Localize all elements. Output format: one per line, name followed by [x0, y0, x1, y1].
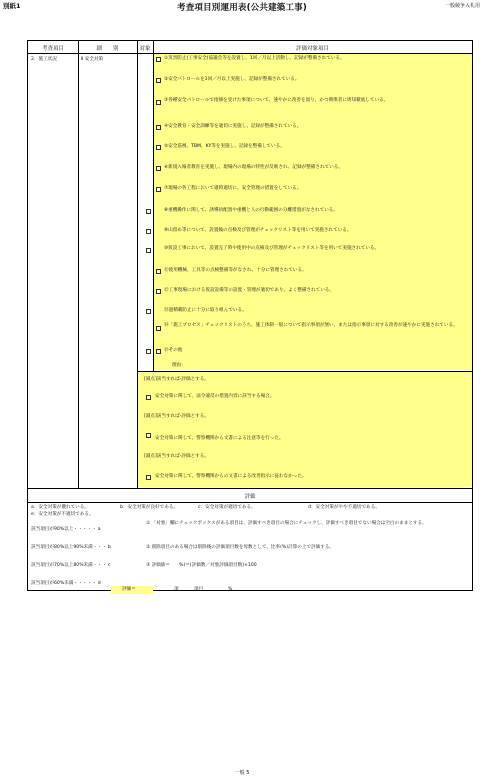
grade-d: d：安全対策がやや不適切である。 [308, 505, 380, 510]
deduction-checkbox[interactable] [146, 433, 151, 438]
count-suffix: 項目 [194, 587, 204, 592]
grade-c: c：安全対策が適切である。 [198, 505, 256, 510]
criteria-item: ⑮その他 [164, 348, 183, 353]
item-checkbox[interactable] [156, 78, 161, 83]
criteria-item: ②安全パトロールを1回／月以上実施し、記録が整備されている。 [164, 77, 300, 82]
criteria-item: ⑨山留め等について、設置後の点検及び管理がチェックリスト等を用いて実施されている。 [164, 228, 352, 233]
header-category: 考査項目 [41, 46, 64, 52]
criteria-item: ⑥新規入場者教育を実施し、現場内の現場の特性が反映され、記録が整備されている。 [164, 165, 343, 170]
deduction-checkbox[interactable] [146, 475, 151, 480]
item-checkbox[interactable] [156, 187, 161, 192]
evaluation-title: 評価 [244, 494, 256, 500]
deduction-item: 安全対策に関して、法令違反の措置内容に該当する場合。 [155, 394, 275, 399]
deduction-heading: [減点]該当すれば-評価とする。 [144, 377, 209, 382]
item-checkbox[interactable] [156, 57, 161, 62]
scale-c: 該当項目が70%以上80%未満・・・ c [31, 563, 111, 568]
page-title: 考査項目別運用表(公共建築工事) [177, 3, 307, 13]
attachment-label: 別紙1 [3, 2, 21, 10]
criteria-item: ⑪使用機械、工具等の点検整備等がなされ、十分に管理されている。 [164, 268, 307, 273]
note-3: ③ 評価値＝ %)＝(評価数／対象評価項目数)×100 [146, 563, 257, 568]
item-checkbox[interactable] [156, 349, 161, 354]
result-label: 評価＝ [122, 587, 136, 592]
evaluation-sheet [27, 40, 473, 591]
scale-a: 該当項目が90%以上・・・・・ a [31, 527, 101, 532]
item-checkbox[interactable] [156, 145, 161, 150]
reason-label: 理由： [172, 363, 186, 368]
criteria-item: ⑬過積載防止に十分に取り組んでいる。 [164, 308, 247, 313]
criteria-item: ⑧重機操作に関して、誘導員配置や重機と人の行動範囲の分離措置がなされている。 [164, 208, 338, 213]
criteria-item: ①災害防止(工事安全)協議会等を設置し、1回／月以上活動し、記録が整備されている。 [164, 56, 345, 61]
deduction-heading: [減点]該当すれば-評価とする。 [144, 414, 209, 419]
page-number: 一般 5 [234, 770, 250, 776]
item-checkbox[interactable] [146, 248, 151, 253]
item-checkbox[interactable] [146, 349, 151, 354]
deduction-item: 安全対策に関して、警察機関から文書による注意等を行った。 [155, 436, 284, 441]
category-label: 2．施工状況 [31, 57, 57, 62]
criteria-item: ③各種安全パトロールで指摘を受けた事項について、速やかに改善を図り、かつ関係者に周知徹底している。 [164, 98, 389, 103]
deduction-heading: [減点]該当すれば-評価とする。 [144, 454, 209, 459]
grade-b: b：安全対策が良好である。 [120, 505, 179, 510]
criteria-item: ④安全教育・安全訓練等を適切に実施し、記録が整備されている。 [164, 124, 302, 129]
header-subcategory: 細 別 [96, 46, 119, 52]
criteria-item: ⑫工事現場における仮設設備等の設置・管理が適切であり、よく整備されている。 [164, 288, 334, 293]
subcategory-label: Ⅱ 安全対策 [81, 57, 104, 62]
item-checkbox[interactable] [156, 125, 161, 130]
criteria-item: ⑤安全巡視、TBM、KY等を実施し、記録を整備している。 [164, 144, 285, 149]
percent-mark: % [228, 587, 233, 592]
item-checkbox[interactable] [156, 269, 161, 274]
bid-type-label: 一般競争入札用 [444, 3, 480, 9]
deduction-checkbox[interactable] [146, 395, 151, 400]
criteria-item: ⑩仮設工事において、設置完了時や使用中の点検及び管理がチェックリスト等を用いて実施されている。 [164, 246, 380, 251]
grade-e: e：安全対策が不適切である。 [31, 512, 94, 517]
item-checkbox[interactable] [146, 209, 151, 214]
item-checkbox[interactable] [156, 100, 161, 105]
header-criteria: 評価対象項目 [295, 46, 329, 52]
item-checkbox[interactable] [146, 309, 151, 314]
item-checkbox[interactable] [156, 166, 161, 171]
item-checkbox[interactable] [156, 326, 161, 331]
note-2: ② 削除項目のある場合は削除後の評価項目数を母数として、比率(%)計算の上で評価する。 [146, 545, 335, 550]
header-target: 対象 [139, 46, 151, 52]
scale-d: 該当項目が60%未満・・・・・ d [31, 581, 101, 586]
grade-a: a：安全対策が優れている。 [31, 505, 89, 510]
count-label: 項 [174, 587, 179, 592]
deduction-item: 安全対策に関して、警察機関からの文書による改善指示に従わなかった。 [155, 474, 307, 479]
criteria-item: ⑦現場の各工程において適時適切に、安全管理の措置をしている。 [164, 186, 302, 191]
criteria-item: ⑭「施工プロセス」チェックリストのうち、施工体制一般について指示事項が無い、または指示事項に対する改善が速やかに実施されている。 [164, 323, 458, 328]
scale-b: 該当項目が80%以上90%未満・・・ b [31, 545, 111, 550]
item-checkbox[interactable] [156, 289, 161, 294]
item-checkbox[interactable] [146, 229, 151, 234]
note-1: ① 「対象」欄にチェックボックスがある項目は、評価すべき項目の場合にチェックし、評価すべき項目でない場合は空白のままとする。 [146, 521, 427, 526]
deduction-area [138, 372, 472, 487]
